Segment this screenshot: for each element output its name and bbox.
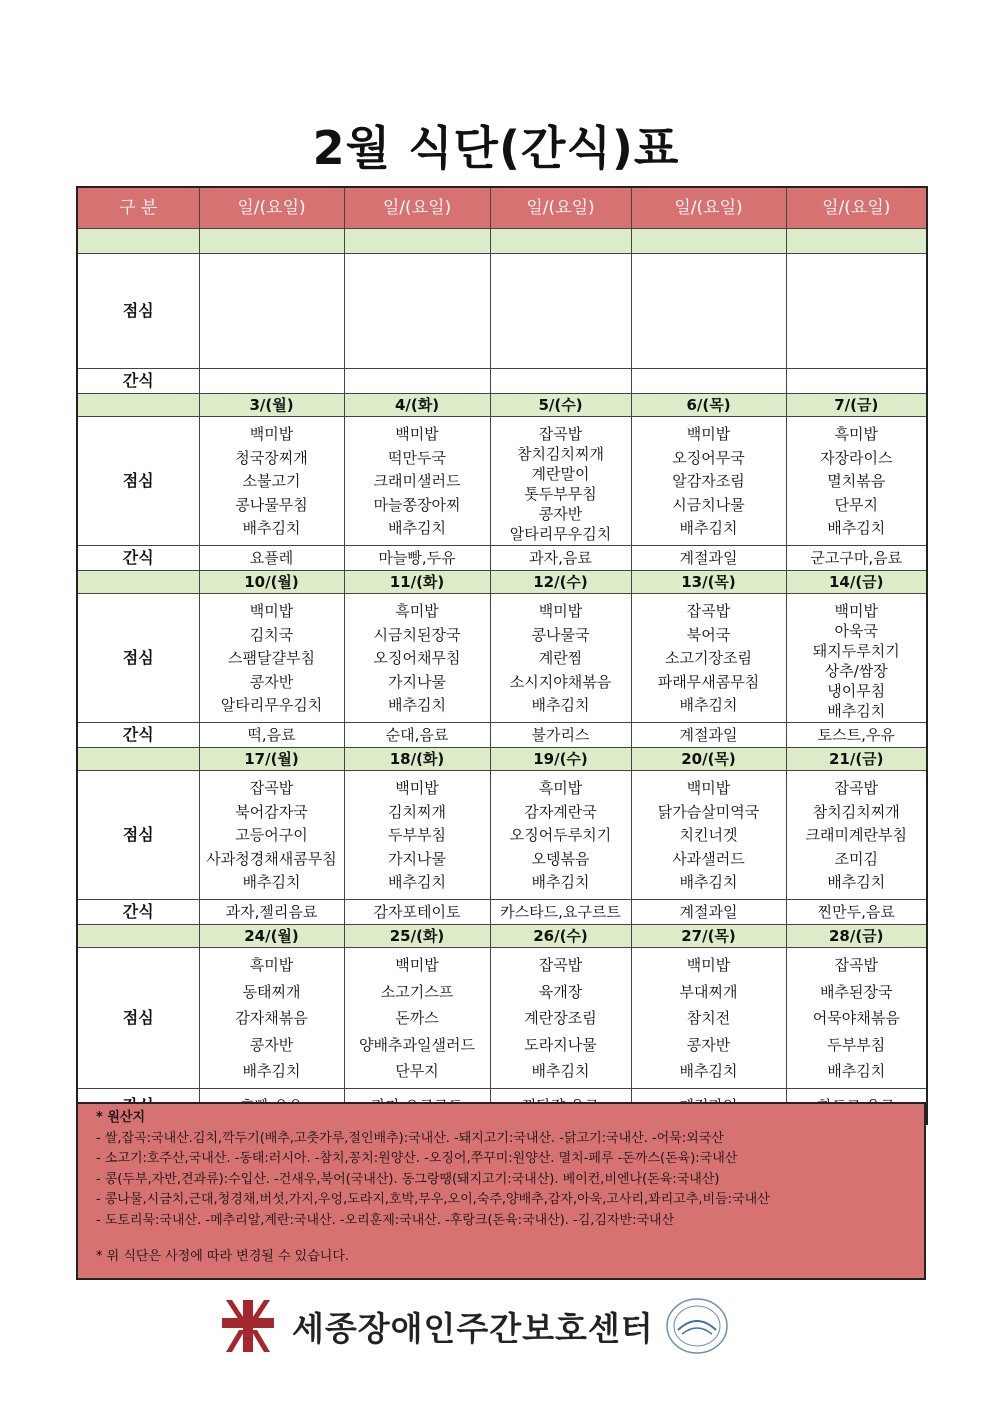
snack-label: 간식 <box>77 900 199 925</box>
snack-cell: 찐만두,음료 <box>786 900 927 925</box>
lunch-menu-cell <box>490 254 631 369</box>
menu-table <box>76 186 928 1125</box>
snack-cell: 계절과일 <box>631 900 786 925</box>
lunch-menu-cell <box>199 948 344 1089</box>
menu-item: 배추김치 <box>242 1062 301 1080</box>
organization-footer <box>218 1296 730 1356</box>
origin-heading: * 원산지 <box>96 1110 145 1125</box>
lunch-menu-cell <box>631 594 786 723</box>
snack-cell: 군고구마,음료 <box>786 546 927 571</box>
date-row-label <box>77 394 199 417</box>
snack-row <box>77 546 927 571</box>
origin-line: - 콩(두부,자반,견과류):수입산. -건새우,북어(국내산). 동그랑땡(돼지고기:국내산). 베이컨,비엔나(돈육:국내산) <box>96 1171 720 1187</box>
menu-item: 육개장 <box>538 982 583 1001</box>
menu-item: 어묵야채볶음 <box>812 1009 900 1027</box>
snack-cell: 계절과일 <box>631 546 786 571</box>
date-cell: 28/(금) <box>786 925 927 948</box>
lunch-menu-cell <box>631 254 786 369</box>
menu-item: 배추김치 <box>679 696 738 714</box>
lunch-menu-cell <box>199 254 344 369</box>
date-cell: 4/(화) <box>344 394 490 417</box>
menu-item: 도라지나물 <box>524 1035 597 1054</box>
menu-item: 사과샐러드 <box>672 849 745 868</box>
date-cell: 27/(목) <box>631 925 786 948</box>
menu-item: 두부부침 <box>827 1035 886 1054</box>
menu-item: 마늘쫑장아찌 <box>373 495 461 514</box>
date-cell: 3/(월) <box>199 394 344 417</box>
menu-item: 두부부침 <box>388 826 446 844</box>
menu-item: 떡만두국 <box>388 448 446 467</box>
menu-item: 잡곡밥 <box>834 956 878 974</box>
menu-item: 콩자반 <box>538 505 583 523</box>
menu-item: 백미밥 <box>395 425 439 443</box>
menu-item: 흑미밥 <box>538 779 583 797</box>
origin-notice <box>76 1102 926 1280</box>
snack-cell <box>344 369 490 394</box>
menu-item: 백미밥 <box>686 425 731 443</box>
header-day: 일/(요일) <box>199 187 344 229</box>
date-row <box>77 394 927 417</box>
menu-item: 가지나물 <box>388 849 446 868</box>
menu-item: 아욱국 <box>834 622 878 640</box>
menu-item: 닭가슴살미역국 <box>657 802 760 821</box>
date-cell: 21/(금) <box>786 748 927 771</box>
menu-item: 배추김치 <box>531 1062 590 1080</box>
snack-label: 간식 <box>77 723 199 748</box>
menu-item: 콩나물무침 <box>235 495 308 514</box>
menu-item: 소불고기 <box>242 472 301 490</box>
menu-item: 부대찌개 <box>679 982 738 1001</box>
menu-item: 양배추과일샐러드 <box>359 1035 475 1054</box>
menu-item: 백미밥 <box>249 602 294 620</box>
date-cell: 25/(화) <box>344 925 490 948</box>
header-day: 일/(요일) <box>631 187 786 229</box>
menu-item: 동태찌개 <box>242 982 301 1001</box>
menu-item: 배추김치 <box>242 519 301 537</box>
menu-item: 김치찌개 <box>388 802 446 821</box>
date-row-label <box>77 925 199 948</box>
caritas-logo-icon <box>218 1298 278 1354</box>
date-row-label <box>77 229 199 254</box>
snack-row <box>77 900 927 925</box>
menu-item: 치킨너겟 <box>679 826 738 844</box>
page-title: 2월 식단(간식)표 <box>312 121 680 175</box>
menu-item: 톳두부무침 <box>524 485 597 503</box>
date-row <box>77 925 927 948</box>
lunch-menu-cell <box>490 594 631 723</box>
lunch-menu-cell <box>344 948 490 1089</box>
menu-item: 백미밥 <box>686 956 731 974</box>
menu-item: 시금치된장국 <box>373 625 461 644</box>
snack-cell <box>490 369 631 394</box>
snack-cell: 불가리스 <box>490 723 631 748</box>
menu-item: 배추김치 <box>242 873 301 891</box>
menu-item: 김치국 <box>249 625 294 644</box>
menu-item: 잡곡밥 <box>686 602 731 620</box>
snack-cell: 요플레 <box>199 546 344 571</box>
date-row <box>77 229 927 254</box>
lunch-menu-cell <box>199 594 344 723</box>
menu-item: 소시지야채볶음 <box>509 672 612 691</box>
header-day: 일/(요일) <box>344 187 490 229</box>
snack-cell: 계절과일 <box>631 723 786 748</box>
snack-cell: 떡,음료 <box>199 723 344 748</box>
lunch-menu-cell <box>786 771 927 900</box>
snack-cell: 감자포테이토 <box>344 900 490 925</box>
lunch-row <box>77 771 927 900</box>
menu-item: 참치김치찌개 <box>517 445 604 463</box>
lunch-menu-cell <box>344 417 490 546</box>
date-row <box>77 748 927 771</box>
snack-cell <box>199 369 344 394</box>
menu-item: 북어감자국 <box>235 802 308 821</box>
date-cell: 17/(월) <box>199 748 344 771</box>
menu-item: 배추김치 <box>827 1062 886 1080</box>
menu-item: 콩자반 <box>249 672 294 691</box>
date-cell: 18/(화) <box>344 748 490 771</box>
menu-item: 백미밥 <box>538 602 583 620</box>
menu-item: 돼지두루치기 <box>812 642 900 660</box>
lunch-label: 점심 <box>77 417 199 546</box>
menu-item: 배추김치 <box>679 1062 738 1080</box>
snack-cell: 과자,음료 <box>490 546 631 571</box>
menu-item: 자장라이스 <box>820 448 893 467</box>
menu-item: 배추김치 <box>388 873 446 891</box>
lunch-label: 점심 <box>77 771 199 900</box>
menu-item: 잡곡밥 <box>834 779 878 797</box>
menu-item: 배추김치 <box>388 519 446 537</box>
date-cell: 19/(수) <box>490 748 631 771</box>
lunch-menu-cell <box>490 948 631 1089</box>
lunch-menu-cell <box>199 771 344 900</box>
snack-cell: 카스타드,요구르트 <box>490 900 631 925</box>
date-cell <box>199 229 344 254</box>
lunch-row <box>77 417 927 546</box>
menu-item: 백미밥 <box>834 602 878 620</box>
date-cell: 26/(수) <box>490 925 631 948</box>
menu-item: 알감자조림 <box>672 472 745 490</box>
header-label: 구 분 <box>77 187 199 229</box>
date-cell <box>631 229 786 254</box>
lunch-menu-cell <box>490 771 631 900</box>
menu-item: 감자계란국 <box>524 802 597 821</box>
lunch-label: 점심 <box>77 594 199 723</box>
lunch-row <box>77 594 927 723</box>
menu-item: 알타리무우김치 <box>509 525 612 543</box>
snack-cell <box>786 369 927 394</box>
menu-item: 북어국 <box>686 625 731 644</box>
change-notice: * 위 식단은 사정에 따라 변경될 수 있습니다. <box>96 1249 350 1264</box>
menu-item: 배추김치 <box>531 696 590 714</box>
menu-item: 단무지 <box>834 495 878 514</box>
snack-label: 간식 <box>77 369 199 394</box>
date-cell <box>786 229 927 254</box>
menu-item: 소고기스프 <box>380 982 454 1001</box>
origin-line: - 도토리묵:국내산. -메추리알,계란:국내산. -오리훈제:국내산. -후랑크(돈육:국내산). -김,김자반:국내산 <box>96 1212 675 1228</box>
menu-item: 감자채볶음 <box>235 1009 308 1027</box>
menu-item: 배추된장국 <box>820 982 893 1001</box>
menu-item: 돈까스 <box>395 1009 439 1027</box>
menu-item: 오징어두루치기 <box>509 826 612 844</box>
menu-item: 백미밥 <box>686 779 731 797</box>
date-row-label <box>77 748 199 771</box>
menu-item: 파래무새콤무침 <box>657 672 760 691</box>
menu-item: 계란말이 <box>531 465 590 483</box>
menu-item: 잡곡밥 <box>538 956 583 974</box>
menu-item: 배추김치 <box>388 696 446 714</box>
lunch-label: 점심 <box>77 948 199 1089</box>
origin-line: - 쌀,잡곡:국내산.김치,깍두기(배추,고춧가루,절인배추):국내산. -돼지고기:국내산. -닭고기:국내산. -어묵:외국산 <box>96 1130 724 1146</box>
menu-item: 상추/쌈장 <box>824 662 888 680</box>
menu-item: 스팸달걀부침 <box>228 649 315 667</box>
lunch-menu-cell <box>631 948 786 1089</box>
organization-name: 세종장애인주간보호센터 <box>292 1308 654 1348</box>
menu-item: 콩자반 <box>686 1035 731 1054</box>
menu-item: 소고기장조림 <box>665 649 752 667</box>
menu-item: 오징어채무침 <box>373 649 461 667</box>
menu-item: 알타리무우김치 <box>220 696 323 714</box>
date-cell: 10/(월) <box>199 571 344 594</box>
menu-item: 오뎅볶음 <box>531 849 590 868</box>
menu-item: 배추김치 <box>679 873 738 891</box>
menu-item: 백미밥 <box>395 779 439 797</box>
menu-item: 흑미밥 <box>834 425 878 443</box>
menu-item: 고등어구이 <box>235 826 308 844</box>
menu-item: 참치김치찌개 <box>812 802 900 821</box>
menu-item: 백미밥 <box>395 956 439 974</box>
lunch-menu-cell <box>631 771 786 900</box>
menu-item: 가지나물 <box>388 672 446 691</box>
lunch-row <box>77 948 927 1089</box>
menu-item: 오징어무국 <box>672 448 745 467</box>
menu-item: 크래미샐러드 <box>373 472 461 490</box>
lunch-menu-cell <box>786 254 927 369</box>
snack-cell: 토스트,우유 <box>786 723 927 748</box>
date-cell: 11/(화) <box>344 571 490 594</box>
menu-item: 흑미밥 <box>249 956 294 974</box>
menu-item: 참치전 <box>686 1009 731 1027</box>
snack-cell <box>631 369 786 394</box>
menu-item: 배추김치 <box>827 873 886 891</box>
menu-item: 조미김 <box>834 849 878 868</box>
lunch-menu-cell <box>344 594 490 723</box>
date-cell <box>344 229 490 254</box>
origin-line: - 소고기:호주산,국내산. -동태:러시아. -참치,꽁치:원양산. -오징어,쭈꾸미:원양산. 멸치-페루 -돈까스(돈육):국내산 <box>96 1151 738 1166</box>
date-cell <box>490 229 631 254</box>
lunch-menu-cell <box>199 417 344 546</box>
menu-item: 배추김치 <box>531 873 590 891</box>
header-day: 일/(요일) <box>490 187 631 229</box>
date-cell: 5/(수) <box>490 394 631 417</box>
menu-item: 콩자반 <box>249 1035 294 1054</box>
lunch-menu-cell <box>344 254 490 369</box>
header-row <box>77 187 927 229</box>
lunch-menu-cell <box>786 594 927 723</box>
menu-item: 흑미밥 <box>395 602 439 620</box>
date-cell: 14/(금) <box>786 571 927 594</box>
snack-cell: 과자,젤리음료 <box>199 900 344 925</box>
lunch-menu-cell <box>490 417 631 546</box>
menu-item: 청국장찌개 <box>235 448 308 467</box>
date-cell: 6/(목) <box>631 394 786 417</box>
menu-item: 배추김치 <box>679 519 738 537</box>
date-row <box>77 571 927 594</box>
date-cell: 13/(목) <box>631 571 786 594</box>
lunch-menu-cell <box>631 417 786 546</box>
snack-label: 간식 <box>77 546 199 571</box>
lunch-menu-cell <box>786 948 927 1089</box>
menu-item: 계란장조림 <box>524 1009 597 1027</box>
menu-item: 사과청경채새콤무침 <box>206 849 337 868</box>
sejong-seal-icon <box>664 1296 730 1356</box>
header-day: 일/(요일) <box>786 187 927 229</box>
menu-item: 시금치나물 <box>672 495 745 514</box>
lunch-menu-cell <box>344 771 490 900</box>
snack-cell: 순대,음료 <box>344 723 490 748</box>
menu-item: 냉이무침 <box>827 682 886 700</box>
menu-item: 계란찜 <box>538 649 583 667</box>
menu-item: 배추김치 <box>827 519 886 537</box>
menu-item: 배추김치 <box>827 702 886 720</box>
snack-row <box>77 369 927 394</box>
snack-row <box>77 723 927 748</box>
date-cell: 20/(목) <box>631 748 786 771</box>
lunch-row <box>77 254 927 369</box>
date-cell: 12/(수) <box>490 571 631 594</box>
snack-cell: 마늘빵,두유 <box>344 546 490 571</box>
menu-item: 백미밥 <box>249 425 294 443</box>
origin-line: - 콩나물,시금치,근대,청경채,버섯,가지,우엉,도라지,호박,무우,오이,숙주,양배추,감자,아욱,고사리,꽈리고추,비듬:국내산 <box>96 1192 770 1207</box>
menu-item: 멸치볶음 <box>827 472 886 490</box>
menu-item: 크래미계란부침 <box>805 826 907 844</box>
date-row-label <box>77 571 199 594</box>
menu-item: 잡곡밥 <box>249 779 294 797</box>
date-cell: 7/(금) <box>786 394 927 417</box>
menu-item: 단무지 <box>395 1062 439 1080</box>
menu-item: 콩나물국 <box>531 625 590 644</box>
date-cell: 24/(월) <box>199 925 344 948</box>
menu-item: 잡곡밥 <box>538 425 583 443</box>
lunch-menu-cell <box>786 417 927 546</box>
lunch-label: 점심 <box>77 254 199 369</box>
